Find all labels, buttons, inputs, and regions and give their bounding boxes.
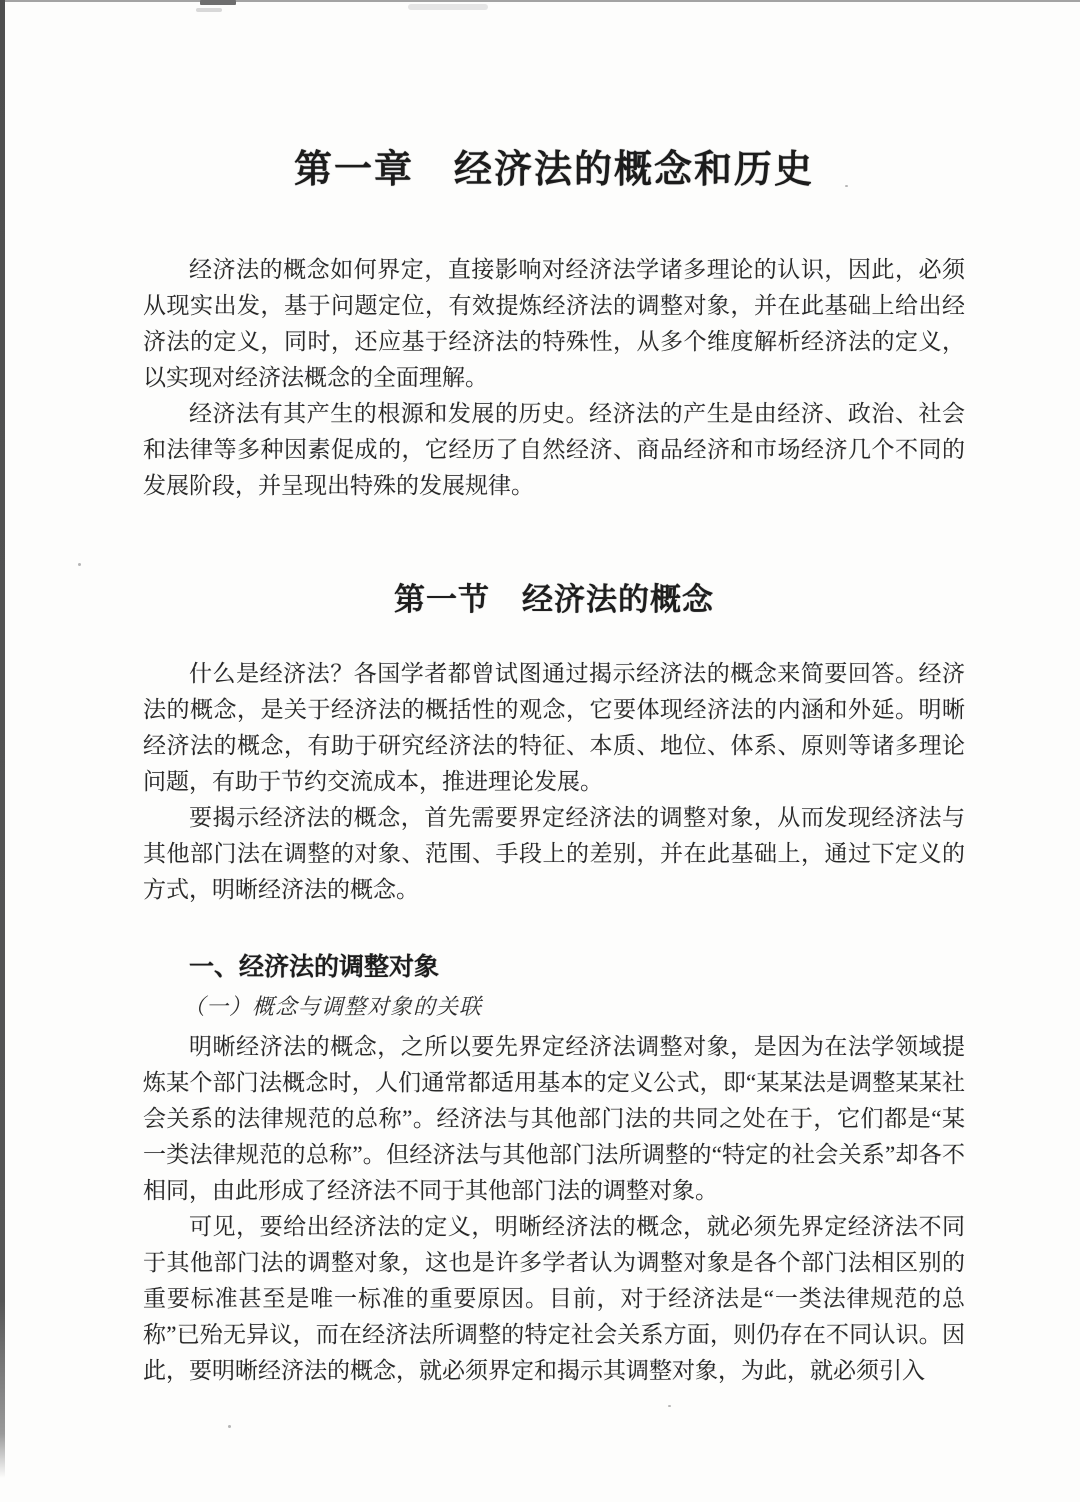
- subsection-body: [143, 1029, 965, 1389]
- scan-speck: [668, 1405, 671, 1407]
- paragraph: 明晰经济法的概念，之所以要先界定经济法调整对象，是因为在法学领域提炼某个部门法概念时，人们通常都适用基本的定义公式，即“某某法是调整某某社会关系的法律规范的总称”。经济法与其他部门法的共同之处在于，它们都是“某一类法律规范的总称”。但经济法与其他部门法所调整的“特定的社会关系”却各不相同，由此形成了经济法不同于其他部门法的调整对象。: [143, 1034, 965, 1203]
- chapter-intro: [143, 252, 965, 504]
- paragraph: 要揭示经济法的概念，首先需要界定经济法的调整对象，从而发现经济法与其他部门法在调整的对象、范围、手段上的差别，并在此基础上，通过下定义的方式，明晰经济法的概念。: [143, 805, 965, 902]
- paragraph: 什么是经济法？各国学者都曾试图通过揭示经济法的概念来简要回答。经济法的概念，是关于经济法的概括性的观念，它要体现经济法的内涵和外延。明晰经济法的概念，有助于研究经济法的特征、本质、地位、体系、原则等诸多理论问题，有助于节约交流成本，推进理论发展。: [143, 661, 965, 794]
- scan-speck: [78, 563, 81, 566]
- chapter-title: 第一章 经济法的概念和历史: [293, 149, 814, 191]
- section-title: 第一节 经济法的概念: [394, 582, 714, 617]
- paragraph: 可见，要给出经济法的定义，明晰经济法的概念，就必须先界定经济法不同于其他部门法的调整对象，这也是许多学者认为调整对象是各个部门法相区别的重要标准甚至是唯一标准的重要原因。目前，对于经济法是“一类法律规范的总称”已殆无异议，而在经济法所调整的特定社会关系方面，则仍存在不同认识。因此，要明晰经济法的概念，就必须界定和揭示其调整对象，为此，就必须引入: [143, 1214, 965, 1383]
- scan-speck: [228, 1425, 231, 1428]
- scan-edge-left: [0, 0, 5, 1478]
- paragraph: 经济法的概念如何界定，直接影响对经济法学诸多理论的认识，因此，必须从现实出发，基于问题定位，有效提炼经济法的调整对象，并在此基础上给出经济法的定义，同时，还应基于经济法的特殊性，从多个维度解析经济法的定义，以实现对经济法概念的全面理解。: [143, 257, 965, 390]
- subsection-heading: 一、经济法的调整对象: [189, 953, 440, 981]
- scan-smudge: [196, 8, 222, 12]
- paragraph: 经济法有其产生的根源和发展的历史。经济法的产生是由经济、政治、社会和法律等多种因素促成的，它经历了自然经济、商品经济和市场经济几个不同的发展阶段，并呈现出特殊的发展规律。: [143, 401, 965, 498]
- scan-mark: [200, 0, 236, 5]
- scan-smudge: [408, 4, 488, 10]
- scan-edge-top: [5, 0, 1080, 2]
- subsection-subheading: （一）概念与调整对象的关联: [183, 994, 483, 1019]
- section-body: [143, 656, 965, 908]
